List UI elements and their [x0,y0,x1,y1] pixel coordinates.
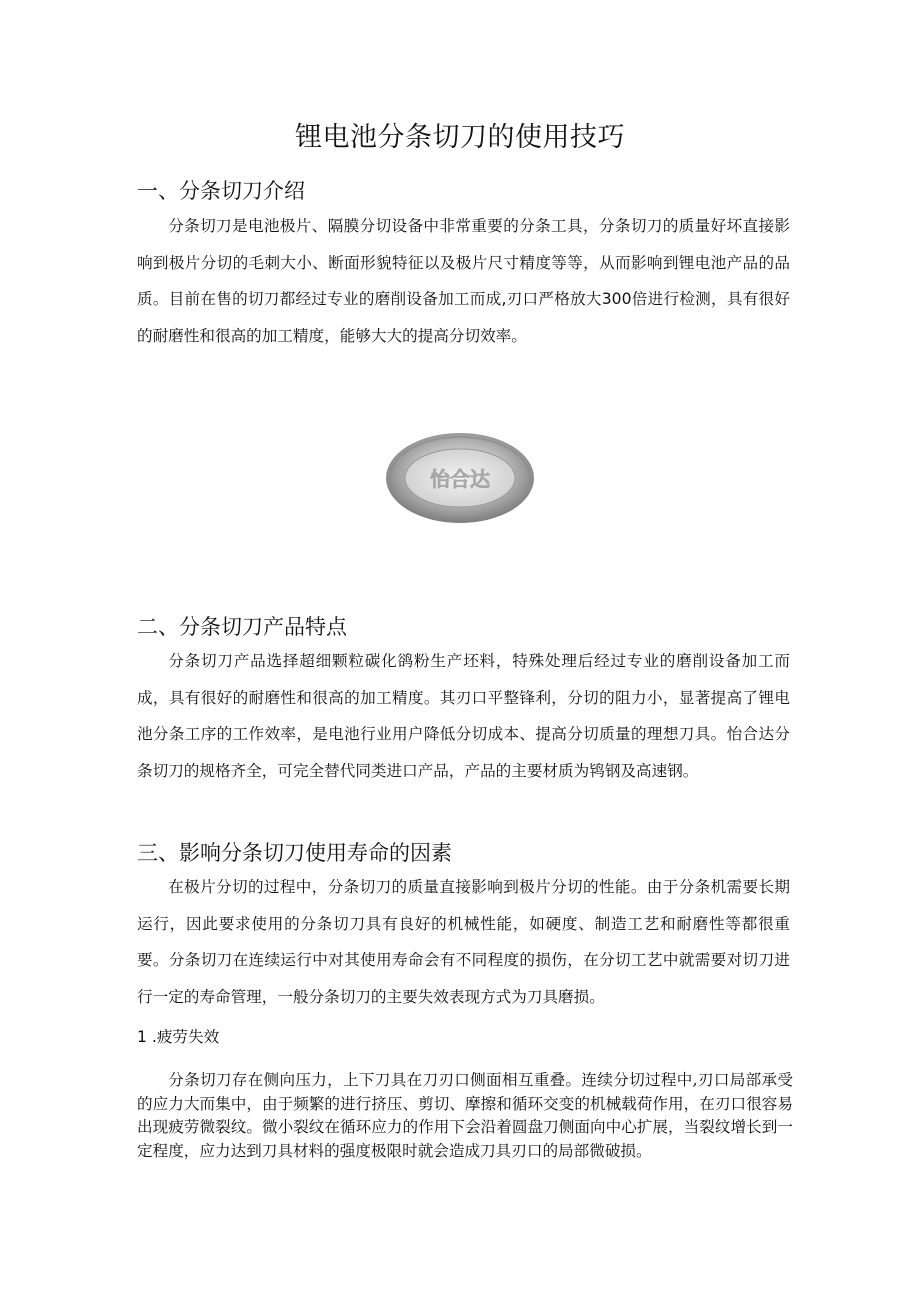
slitting-blade-image [385,432,535,524]
subsection-paragraph-fatigue: 分条切刀存在侧向压力，上下刀具在刀刃口侧面相互重叠。连续分切过程中,刃口局部承受的应力大而集中，由于频繁的进行挤压、剪切、摩擦和循环交变的机械载荷作用，在刃口很容易出现疲劳微裂纹。微小裂纹在循环应力的作用下会沿着圆盘刀侧面向中心扩展，当裂纹增长到一定程度，应力达到刀具材料的强度极限时就会造成刀具刃口的局部微破损。 [137,1071,793,1160]
section-paragraph-intro: 分条切刀是电池极片、隔膜分切设备中非常重要的分条工具，分条切刀的质量好坏直接影响到极片分切的毛刺大小、断面形貌特征以及极片尺寸精度等等，从而影响到锂电池产品的品质。目前在售的切刀都经过专业的磨削设备加工而成,刃口严格放大300倍进行检测，具有很好的耐磨性和很高的加工精度，能够大大的提高分切效率。 [137,217,790,345]
section-heading-features: 二、分条切刀产品特点 [137,615,347,639]
section-heading-lifespan-factors: 三、影响分条切刀使用寿命的因素 [137,841,452,865]
document-title: 锂电池分条切刀的使用技巧 [295,122,625,153]
section-paragraph-lifespan-factors: 在极片分切的过程中，分条切刀的质量直接影响到极片分切的性能。由于分条机需要长期运行，因此要求使用的分条切刀具有良好的机械性能，如硬度、制造工艺和耐磨性等都很重要。分条切刀在连续运行中对其使用寿命会有不同程度的损伤，在分切工艺中就需要对切刀进行一定的寿命管理，一般分条切刀的主要失效表现方式为刀具磨损。 [137,878,790,1006]
figure-watermark: 怡合达 [430,467,490,491]
subsection-label-fatigue: 1 .疲劳失效 [137,1028,220,1046]
section-heading-intro: 一、分条切刀介绍 [137,179,305,203]
section-paragraph-features: 分条切刀产品选择超细颗粒碳化鹆粉生产坯料，特殊处理后经过专业的磨削设备加工而成，具有很好的耐磨性和很高的加工精度。其刃口平整锋利，分切的阻力小，显著提高了锂电池分条工序的工作效率，是电池行业用户降低分切成本、提高分切质量的理想刀具。怡合达分条切刀的规格齐全，可完全替代同类进口产品，产品的主要材质为鸨钢及高速钢。 [137,652,790,780]
slitting-blade-icon [385,432,535,524]
